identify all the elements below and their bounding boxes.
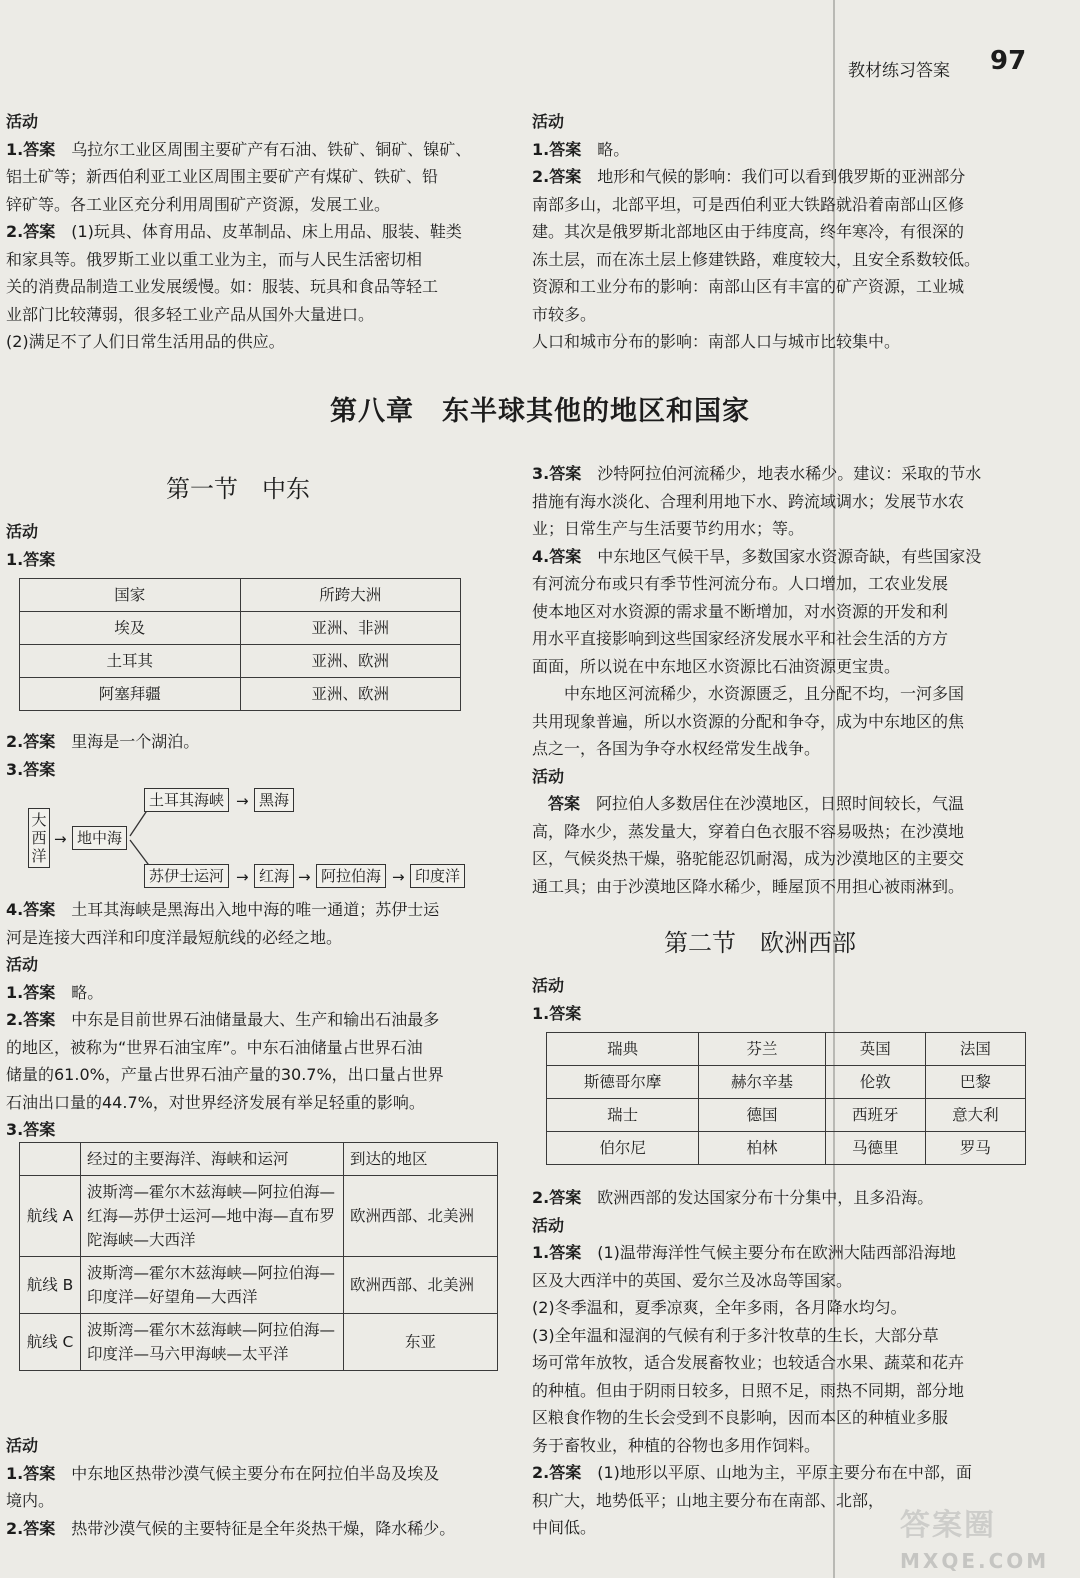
text-line xyxy=(532,790,1024,818)
text-line xyxy=(6,979,498,1007)
text-line xyxy=(532,873,1024,901)
text-line xyxy=(6,1515,498,1543)
answer-label: 4.答案 xyxy=(532,546,582,566)
text-line xyxy=(532,625,1024,653)
text-line xyxy=(6,1432,498,1460)
answer-text: 中东地区热带沙漠气候主要分布在阿拉伯半岛及埃及 xyxy=(55,1463,440,1483)
text-line xyxy=(6,1061,498,1089)
answer-text: 里海是一个湖泊。 xyxy=(55,732,200,751)
flow-node-arabian-sea: 阿拉伯海 xyxy=(316,864,386,888)
answer-text: 储量的61.0%，产量占世界石油产量的30.7%，出口量占世界 xyxy=(6,1065,444,1084)
table-row xyxy=(547,1033,1026,1066)
answer-text: 沙特阿拉伯河流稀少，地表水稀少。建议：采取的节水 xyxy=(581,464,982,483)
text-line xyxy=(6,756,498,784)
answer-text: 河是连接大西洋和印度洋最短航线的必经之地。 xyxy=(6,927,343,947)
answer-label: 2.答案 xyxy=(6,1518,56,1538)
answer-label: 3.答案 xyxy=(532,464,582,483)
answer-text: 建。其次是俄罗斯北部地区由于纬度高，终年寒冷，有很深的 xyxy=(532,222,965,241)
text-line xyxy=(532,708,1024,736)
answer-text: 区及大西洋中的英国、爱尔兰及冰岛等国家。 xyxy=(532,1270,853,1290)
table-row xyxy=(20,678,461,711)
answer-text: 资源和工业分布的影响：南部山区有丰富的矿产资源，工业城 xyxy=(532,277,965,296)
answer-label: 1.答案 xyxy=(6,139,56,159)
answer-label: 活动 xyxy=(6,955,39,974)
answer-text: 面面，所以说在中东地区水资源比石油资源更宝贵。 xyxy=(532,656,901,676)
text-line xyxy=(532,680,1024,708)
table-cell: 巴黎 xyxy=(925,1066,1025,1099)
answer-text: 中间低。 xyxy=(532,1518,597,1537)
answer-label: 活动 xyxy=(6,112,39,131)
text-line xyxy=(532,1322,1024,1350)
answer-label: 2.答案 xyxy=(532,167,582,186)
running-header: 教材练习答案 xyxy=(848,61,950,81)
table-header-cell: 经过的主要海洋、海峡和运河 xyxy=(81,1143,344,1176)
table-cell: 波斯湾—霍尔木兹海峡—阿拉伯海—红海—苏伊士运河—地中海—直布罗陀海峡—大西洋 xyxy=(81,1176,344,1257)
text-line xyxy=(532,1432,1024,1460)
left-block-d xyxy=(6,1432,498,1542)
table-row xyxy=(547,1066,1026,1099)
text-line xyxy=(6,246,498,274)
text-line xyxy=(532,163,1024,191)
text-line xyxy=(6,1460,498,1488)
watermark-url: MXQE.COM xyxy=(900,1549,1050,1573)
text-line xyxy=(532,1212,1024,1240)
text-line xyxy=(6,273,498,301)
text-line xyxy=(6,136,498,164)
answer-text: (1)玩具、体育用品、皮革制品、床上用品、服装、鞋类 xyxy=(55,222,462,241)
answer-label: 活动 xyxy=(532,766,565,786)
table-cell: 斯德哥尔摩 xyxy=(547,1066,699,1099)
table-cell: 东亚 xyxy=(344,1314,498,1371)
text-line xyxy=(6,1089,498,1117)
answer-text: 高，降水少，蒸发量大，穿着白色衣服不容易吸热；在沙漠地 xyxy=(532,821,965,841)
answer-text: 有河流分布或只有季节性河流分布。人口增加，工农业发展 xyxy=(532,574,949,593)
table-cell: 瑞典 xyxy=(547,1033,699,1066)
right-block-b xyxy=(532,972,1024,1027)
flow-arrow: → xyxy=(54,830,67,848)
right-block-a xyxy=(532,460,1024,900)
capital-table xyxy=(546,1032,1026,1165)
answer-label: 活动 xyxy=(6,1436,39,1455)
answer-text: 区，气候炎热干燥，骆驼能忍饥耐渴，成为沙漠地区的主要交 xyxy=(532,849,965,868)
text-line xyxy=(532,653,1024,681)
table-cell: 德国 xyxy=(699,1099,825,1132)
section-1-title: 第一节 中东 xyxy=(166,475,310,503)
answer-text: 务于畜牧业，种植的谷物也多用作饲料。 xyxy=(532,1435,821,1455)
answer-text: 措施有海水淡化、合理利用地下水、跨流域调水；发展节水农 xyxy=(532,491,965,511)
answer-label: 答案 xyxy=(532,794,581,813)
answer-label: 4.答案 xyxy=(6,900,56,919)
answer-text: 中东是目前世界石油储量最大、生产和输出石油最多 xyxy=(55,1010,440,1029)
answer-text: 的种植。但由于阴雨日较多，日照不足，雨热不同期，部分地 xyxy=(532,1380,965,1400)
table-cell: 欧洲西部、北美洲 xyxy=(344,1257,498,1314)
text-line xyxy=(6,191,498,219)
answer-text: 和家具等。俄罗斯工业以重工业为主，而与人民生活密切相 xyxy=(6,249,423,269)
text-line xyxy=(6,896,498,924)
text-line xyxy=(532,136,1024,164)
table-cell: 航线 B xyxy=(20,1257,81,1314)
text-line xyxy=(6,328,498,356)
chapter-title: 第八章 东半球其他的地区和国家 xyxy=(330,396,750,427)
answer-text: 热带沙漠气候的主要特征是全年炎热干燥，降水稀少。 xyxy=(55,1518,456,1538)
table-cell: 土耳其 xyxy=(20,645,241,678)
flow-node-atlantic: 大西洋 xyxy=(28,808,50,868)
answer-text: 点之一，各国为争夺水权经常发生战争。 xyxy=(532,739,821,758)
flow-node-mediterranean: 地中海 xyxy=(72,826,127,850)
text-line xyxy=(532,273,1024,301)
text-line xyxy=(6,728,498,756)
text-line xyxy=(532,488,1024,516)
answer-label: 2.答案 xyxy=(6,1010,56,1029)
route-flow-diagram xyxy=(20,784,480,894)
table-header-cell: 所跨大洲 xyxy=(240,579,461,612)
answer-text: 略。 xyxy=(55,982,104,1002)
answer-text: 中东地区河流稀少，水资源匮乏，且分配不均，一河多国 xyxy=(532,684,965,703)
flow-node-indian-ocean: 印度洋 xyxy=(410,864,465,888)
text-line xyxy=(532,818,1024,846)
answer-text: (2)满足不了人们日常生活用品的供应。 xyxy=(6,332,285,351)
answer-label: 1.答案 xyxy=(6,982,56,1002)
answer-label: 1.答案 xyxy=(6,1463,56,1483)
answer-text: 共用现象普遍，所以水资源的分配和争夺，成为中东地区的焦 xyxy=(532,711,965,731)
table-row xyxy=(20,1257,498,1314)
text-line xyxy=(6,1006,498,1034)
answer-text: 中东地区气候干旱，多数国家水资源奇缺，有些国家没 xyxy=(581,546,982,566)
answer-text: (2)冬季温和，夏季凉爽，全年多雨，各月降水均匀。 xyxy=(532,1298,907,1317)
answer-text: 通工具；由于沙漠地区降水稀少，睡屋顶不用担心被雨淋到。 xyxy=(532,876,965,896)
flow-node-red-sea: 红海 xyxy=(254,864,294,888)
text-line xyxy=(532,845,1024,873)
answer-label: 活动 xyxy=(532,1215,565,1235)
left-block-a xyxy=(6,518,498,573)
section-2-title: 第二节 欧洲西部 xyxy=(664,929,856,957)
flow-node-suez-canal: 苏伊士运河 xyxy=(144,864,229,888)
answer-text: 业部门比较薄弱，很多轻工业产品从国外大量进口。 xyxy=(6,304,375,324)
top-right-block xyxy=(532,108,1024,356)
table-header-row xyxy=(20,1143,498,1176)
continent-table xyxy=(19,578,461,711)
table-cell: 西班牙 xyxy=(825,1099,925,1132)
text-line xyxy=(532,191,1024,219)
text-line xyxy=(532,598,1024,626)
answer-text: 关的消费品制造工业发展缓慢。如：服装、玩具和食品等轻工 xyxy=(6,277,439,296)
text-line xyxy=(532,108,1024,136)
text-line xyxy=(532,1349,1024,1377)
table-cell: 埃及 xyxy=(20,612,241,645)
table-cell: 英国 xyxy=(825,1033,925,1066)
table-row xyxy=(547,1132,1026,1165)
table-cell: 芬兰 xyxy=(699,1033,825,1066)
table-cell: 伦敦 xyxy=(825,1066,925,1099)
answer-text: 用水平直接影响到这些国家经济发展水平和社会生活的方方 xyxy=(532,629,949,648)
answer-label: 1.答案 xyxy=(532,1243,582,1262)
text-line xyxy=(6,1034,498,1062)
table-cell: 法国 xyxy=(925,1033,1025,1066)
answer-label: 3.答案 xyxy=(6,759,56,779)
table-row xyxy=(20,645,461,678)
text-line xyxy=(532,1459,1024,1487)
text-line xyxy=(532,1184,1024,1212)
text-line xyxy=(6,163,498,191)
answer-label: 1.答案 xyxy=(6,549,56,569)
answer-text: 业；日常生产与生活要节约用水；等。 xyxy=(532,519,805,538)
answer-text: 境内。 xyxy=(6,1491,55,1510)
answer-label: 活动 xyxy=(532,112,565,131)
watermark-logo-text: 答案圈 xyxy=(900,1508,996,1543)
table-row xyxy=(20,612,461,645)
text-line xyxy=(6,924,498,952)
table-cell: 柏林 xyxy=(699,1132,825,1165)
answer-label: 3.答案 xyxy=(6,1120,56,1139)
flow-node-turkish-straits: 土耳其海峡 xyxy=(144,788,229,812)
text-line xyxy=(532,328,1024,356)
answer-text: 场可常年放牧，适合发展畜牧业；也较适合水果、蔬菜和花卉 xyxy=(532,1353,965,1372)
answer-label: 1.答案 xyxy=(532,1003,582,1023)
answer-text: 乌拉尔工业区周围主要矿产有石油、铁矿、铜矿、镍矿、 xyxy=(55,139,472,159)
table-cell: 欧洲西部、北美洲 xyxy=(344,1176,498,1257)
answer-text: 积广大，地势低平；山地主要分布在南部、北部， xyxy=(532,1490,885,1510)
text-line xyxy=(6,1487,498,1515)
flow-arrow: → xyxy=(298,868,311,886)
flow-arrow: → xyxy=(236,792,249,810)
table-row xyxy=(20,1314,498,1371)
table-cell: 波斯湾—霍尔木兹海峡—阿拉伯海—印度洋—好望角—大西洋 xyxy=(81,1257,344,1314)
text-line xyxy=(532,246,1024,274)
answer-text: 略。 xyxy=(581,139,630,159)
shipping-route-table xyxy=(19,1142,498,1371)
text-line xyxy=(532,972,1024,1000)
table-cell: 航线 A xyxy=(20,1176,81,1257)
answer-text: 锌矿等。各工业区充分利用周围矿产资源，发展工业。 xyxy=(6,194,391,214)
text-line xyxy=(532,515,1024,543)
left-block-c xyxy=(6,896,498,1144)
table-cell: 赫尔辛基 xyxy=(699,1066,825,1099)
answer-label: 2.答案 xyxy=(532,1188,582,1207)
text-line xyxy=(6,108,498,136)
answer-label: 1.答案 xyxy=(532,139,582,159)
top-left-block xyxy=(6,108,498,356)
answer-text: 土耳其海峡是黑海出入地中海的唯一通道；苏伊士运 xyxy=(55,900,440,919)
text-line xyxy=(532,570,1024,598)
table-cell: 阿塞拜疆 xyxy=(20,678,241,711)
answer-label: 2.答案 xyxy=(532,1463,582,1482)
text-line xyxy=(532,301,1024,329)
table-header-cell: 到达的地区 xyxy=(344,1143,498,1176)
table-row xyxy=(547,1099,1026,1132)
text-line xyxy=(532,1377,1024,1405)
text-line xyxy=(532,1239,1024,1267)
page-number: 97 xyxy=(990,46,1027,76)
flow-node-black-sea: 黑海 xyxy=(254,788,294,812)
answer-text: 地形和气候的影响：我们可以看到俄罗斯的亚洲部分 xyxy=(581,167,966,186)
answer-text: (1)地形以平原、山地为主，平原主要分布在中部，面 xyxy=(581,1463,972,1482)
answer-label: 活动 xyxy=(6,522,39,541)
text-line xyxy=(532,735,1024,763)
answer-text: (1)温带海洋性气候主要分布在欧洲大陆西部沿海地 xyxy=(581,1243,956,1262)
text-line xyxy=(532,543,1024,571)
table-cell: 瑞士 xyxy=(547,1099,699,1132)
flow-arrow: → xyxy=(392,868,405,886)
text-line xyxy=(532,460,1024,488)
answer-text: 使本地区对水资源的需求量不断增加，对水资源的开发和利 xyxy=(532,601,949,621)
table-cell: 航线 C xyxy=(20,1314,81,1371)
text-line xyxy=(532,1000,1024,1028)
text-line xyxy=(6,218,498,246)
answer-text: 区粮食作物的生长会受到不良影响，因而本区的种植业多服 xyxy=(532,1408,949,1427)
text-line xyxy=(532,1267,1024,1295)
answer-label: 2.答案 xyxy=(6,732,56,751)
table-cell: 伯尔尼 xyxy=(547,1132,699,1165)
table-header-row xyxy=(20,579,461,612)
answer-text: 南部多山，北部平坦，可是西伯利亚大铁路就沿着南部山区修 xyxy=(532,194,965,214)
text-line xyxy=(532,218,1024,246)
left-block-b xyxy=(6,728,498,783)
answer-text: 铝土矿等；新西伯利亚工业区周围主要矿产有煤矿、铁矿、铅 xyxy=(6,167,439,186)
table-cell: 意大利 xyxy=(925,1099,1025,1132)
text-line xyxy=(6,518,498,546)
table-cell: 波斯湾—霍尔木兹海峡—阿拉伯海—印度洋—马六甲海峡—太平洋 xyxy=(81,1314,344,1371)
text-line xyxy=(532,763,1024,791)
flow-arrow: → xyxy=(236,868,249,886)
answer-text: 石油出口量的44.7%，对世界经济发展有举足轻重的影响。 xyxy=(6,1092,425,1112)
table-cell: 亚洲、欧洲 xyxy=(240,645,461,678)
table-cell: 罗马 xyxy=(925,1132,1025,1165)
table-row xyxy=(20,1176,498,1257)
table-cell: 马德里 xyxy=(825,1132,925,1165)
answer-text: 阿拉伯人多数居住在沙漠地区，日照时间较长，气温 xyxy=(580,794,965,813)
answer-text: (3)全年温和湿润的气候有利于多汁牧草的生长，大部分草 xyxy=(532,1325,939,1345)
table-header-cell: 国家 xyxy=(20,579,241,612)
table-cell: 亚洲、欧洲 xyxy=(240,678,461,711)
text-line xyxy=(6,1116,498,1144)
text-line xyxy=(532,1404,1024,1432)
answer-text: 欧洲西部的发达国家分布十分集中，且多沿海。 xyxy=(581,1188,934,1207)
answer-text: 冻土层，而在冻土层上修建铁路，难度较大，且安全系数较低。 xyxy=(532,249,981,269)
text-line xyxy=(6,546,498,574)
answer-text: 的地区，被称为“世界石油宝库”。中东石油储量占世界石油 xyxy=(6,1037,423,1057)
answer-label: 2.答案 xyxy=(6,222,56,241)
answer-text: 市较多。 xyxy=(532,304,597,324)
answer-text: 人口和城市分布的影响：南部人口与城市比较集中。 xyxy=(532,332,901,351)
table-cell: 亚洲、非洲 xyxy=(240,612,461,645)
answer-label: 活动 xyxy=(532,976,565,995)
text-line xyxy=(532,1294,1024,1322)
text-line xyxy=(6,951,498,979)
text-line xyxy=(6,301,498,329)
table-header-cell xyxy=(20,1143,81,1176)
right-block-c xyxy=(532,1184,1024,1542)
